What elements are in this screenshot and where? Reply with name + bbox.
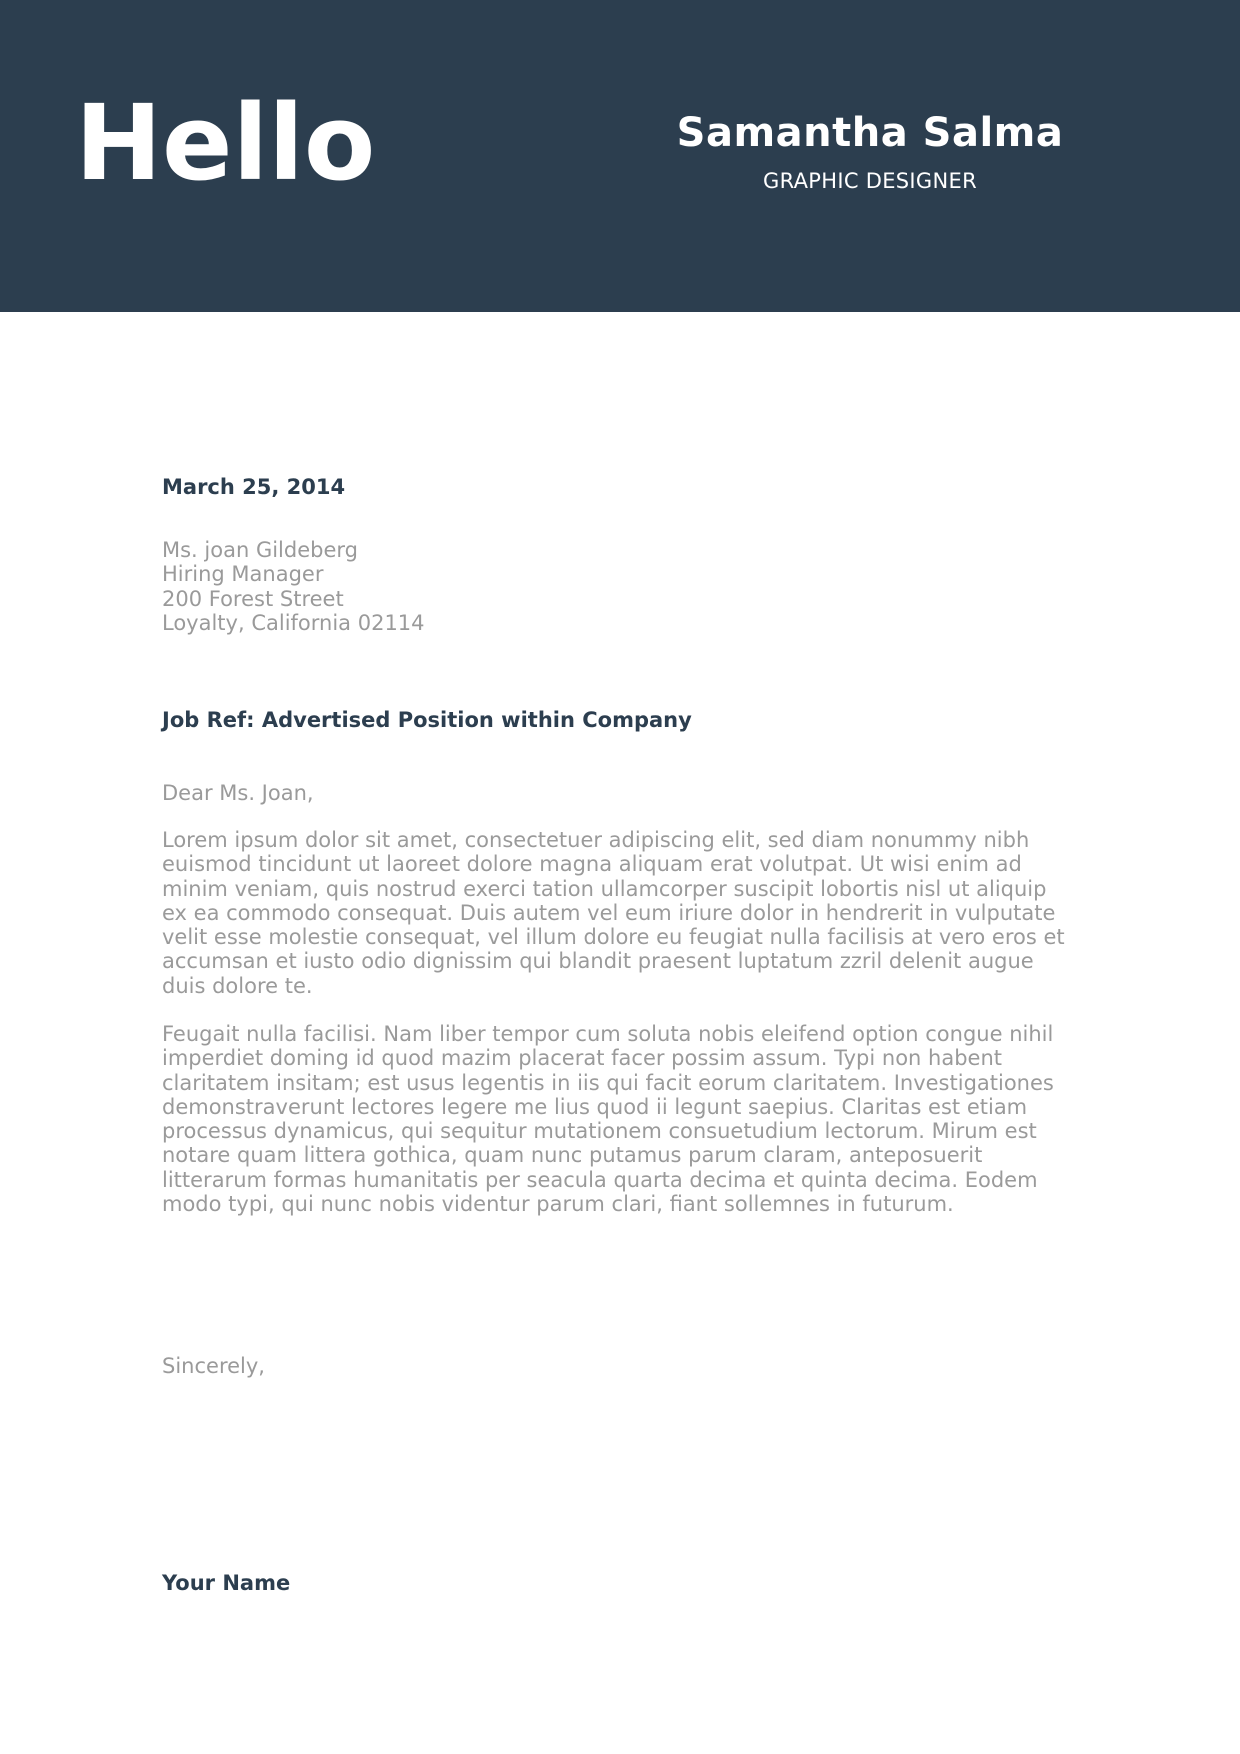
paragraph-line: velit esse molestie consequat, vel illum dolore eu feugiat nulla facilisis at vero eros et <box>162 925 1065 950</box>
body-paragraph-1 <box>162 828 1082 998</box>
sender-identity <box>640 105 1100 195</box>
recipient-address <box>162 538 425 635</box>
paragraph-line: modo typi, qui nunc nobis videntur parum clari, fiant sollemnes in futurum. <box>162 1192 954 1217</box>
paragraph-line: claritatem insitam; est usus legentis in iis qui facit eorum claritatem. Investigationes <box>162 1070 1054 1095</box>
recipient-position: Hiring Manager <box>162 562 324 587</box>
paragraph-line: Feugait nulla facilisi. Nam liber tempor cum soluta nobis eleifend option congue nihil <box>162 1022 1054 1046</box>
job-reference: Job Ref: Advertised Position within Company <box>162 708 692 732</box>
sender-job-title: GRAPHIC DESIGNER <box>763 169 977 193</box>
header-banner <box>0 0 1240 312</box>
paragraph-line: demonstraverunt lectores legere me lius quod ii legunt saepius. Claritas est etiam <box>162 1094 1028 1119</box>
signature-name: Your Name <box>162 1571 291 1595</box>
paragraph-line: litterarum formas humanitatis per seacula quarta decima et quinta decima. Eodem <box>162 1167 1038 1192</box>
salutation: Dear Ms. Joan, <box>162 781 314 805</box>
paragraph-line: minim veniam, quis nostrud exerci tation ullamcorper suscipit lobortis nisl ut aliquip <box>162 876 1047 901</box>
paragraph-line: processus dynamicus, qui sequitur mutationem consuetudium lectorum. Mirum est <box>162 1119 1037 1144</box>
greeting-heading: Hello <box>75 82 376 204</box>
recipient-street: 200 Forest Street <box>162 586 344 611</box>
body-paragraph-2 <box>162 1022 1082 1216</box>
paragraph-line: imperdiet doming id quod mazim placerat facer possim assum. Typi non habent <box>162 1046 1003 1071</box>
closing: Sincerely, <box>162 1354 265 1378</box>
recipient-name: Ms. joan Gildeberg <box>162 538 358 562</box>
paragraph-line: notare quam littera gothica, quam nunc putamus parum claram, anteposuerit <box>162 1143 983 1168</box>
paragraph-line: duis dolore te. <box>162 973 313 998</box>
paragraph-line: ex ea commodo consequat. Duis autem vel eum iriure dolor in hendrerit in vulputate <box>162 900 1056 925</box>
recipient-city: Loyalty, California 02114 <box>162 610 425 635</box>
paragraph-line: euismod tincidunt ut laoreet dolore magna aliquam erat volutpat. Ut wisi enim ad <box>162 852 1022 877</box>
paragraph-line: Lorem ipsum dolor sit amet, consectetuer adipiscing elit, sed diam nonummy nibh <box>162 828 1030 852</box>
paragraph-line: accumsan et iusto odio dignissim qui blandit praesent luptatum zzril delenit augue <box>162 949 1034 974</box>
letter-date: March 25, 2014 <box>162 475 346 499</box>
sender-name: Samantha Salma <box>676 110 1064 156</box>
